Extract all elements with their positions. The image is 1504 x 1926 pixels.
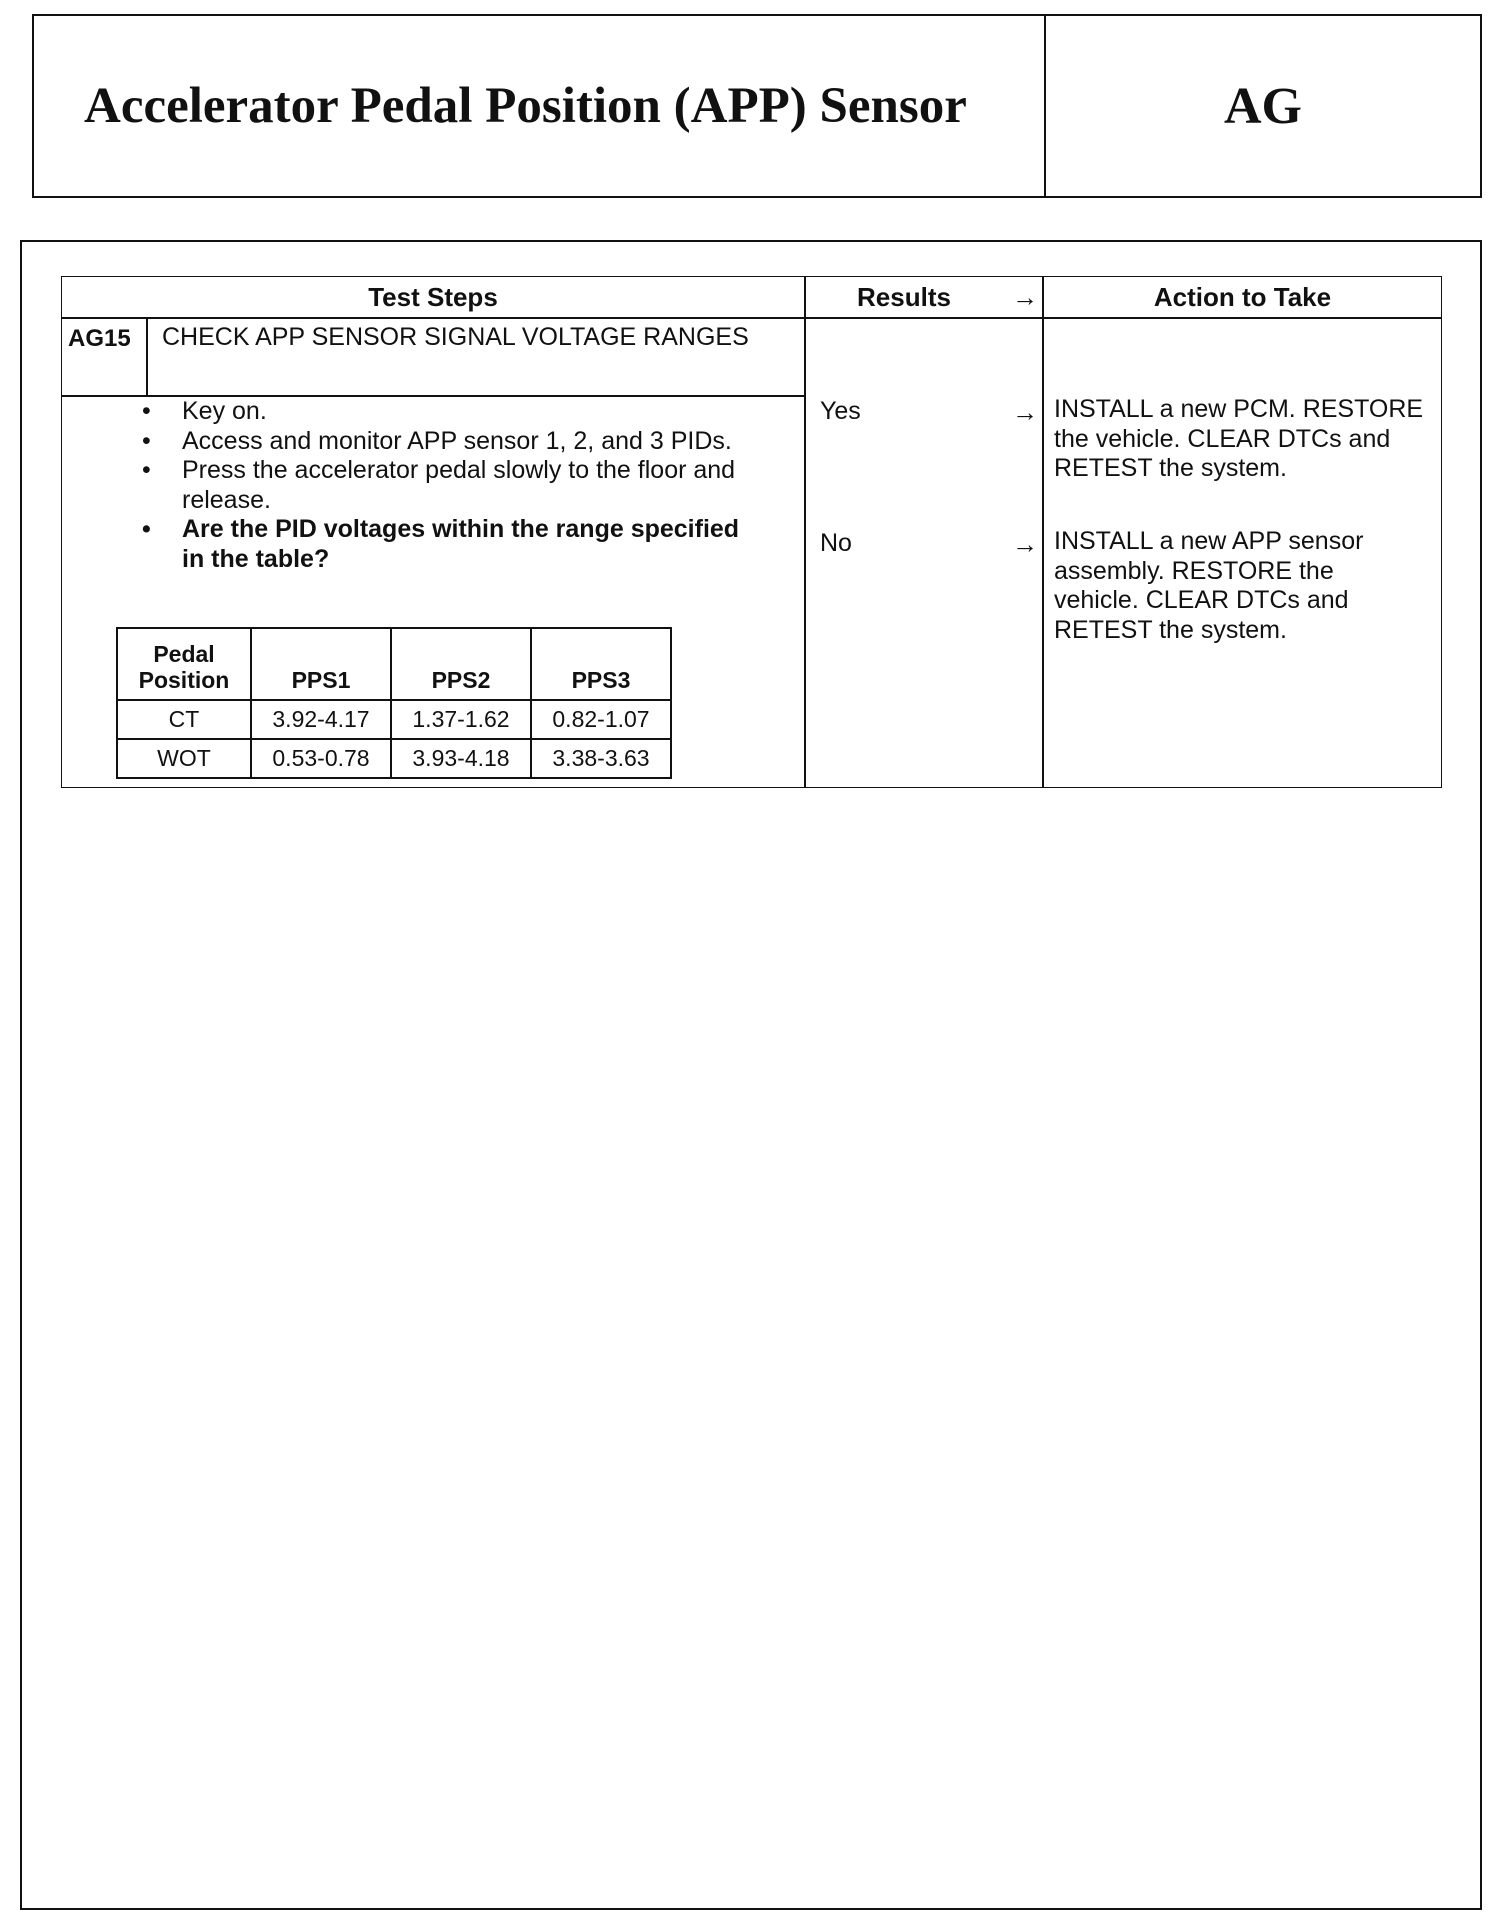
result-no-action: INSTALL a new APP sensor assembly. RESTORE the vehicle. CLEAR DTCs and RETEST the system. <box>1054 527 1364 644</box>
step-id: AG15 <box>68 325 131 352</box>
table-cell: WOT <box>117 739 251 778</box>
table-row <box>117 700 671 739</box>
header-divider <box>62 317 1441 319</box>
pps-header-pedal-position: Pedal Position <box>117 628 251 700</box>
result-yes-arrow: → <box>1012 397 1038 427</box>
section-code: AG <box>1224 77 1302 135</box>
step-title: CHECK APP SENSOR SIGNAL VOLTAGE RANGES <box>162 323 749 351</box>
result-yes-action: INSTALL a new PCM. RESTORE the vehicle. CLEAR DTCs and RETEST the system. <box>1054 395 1424 482</box>
table-row <box>117 739 671 778</box>
test-steps-header: Test Steps <box>368 281 498 312</box>
action-header: Action to Take <box>1153 281 1332 312</box>
page-title: Accelerator Pedal Position (APP) Sensor <box>34 16 1046 196</box>
table-cell: 3.92-4.17 <box>251 700 391 739</box>
pps-voltage-table <box>116 627 672 779</box>
table-cell: 1.37-1.62 <box>391 700 531 739</box>
result-yes-label: Yes <box>820 397 861 425</box>
pps-header-pps3: PPS3 <box>531 628 671 700</box>
page-header <box>32 14 1482 198</box>
step-id-divider <box>146 317 148 395</box>
table-cell: 0.82-1.07 <box>531 700 671 739</box>
result-no-arrow: → <box>1012 529 1038 559</box>
step-bullet: • Access and monitor APP sensor 1, 2, and 3 PIDs. <box>142 427 742 457</box>
step-bullet: • Key on. <box>142 397 832 427</box>
pps-header-pps2: PPS2 <box>391 628 531 700</box>
action-column-divider <box>1042 277 1044 787</box>
table-cell: 3.93-4.18 <box>391 739 531 778</box>
step-question: • Are the PID voltages within the range specified in the table? <box>142 515 742 574</box>
results-header-arrow: → <box>1012 281 1038 312</box>
table-cell: 0.53-0.78 <box>251 739 391 778</box>
pps-header-pps1: PPS1 <box>251 628 391 700</box>
table-cell: CT <box>117 700 251 739</box>
test-step-table <box>61 276 1442 788</box>
result-no-label: No <box>820 529 852 557</box>
step-bullet: • Press the accelerator pedal slowly to the floor and release. <box>142 456 742 515</box>
step-instructions <box>142 397 832 574</box>
table-cell: 3.38-3.63 <box>531 739 671 778</box>
results-header: Results <box>857 281 951 312</box>
